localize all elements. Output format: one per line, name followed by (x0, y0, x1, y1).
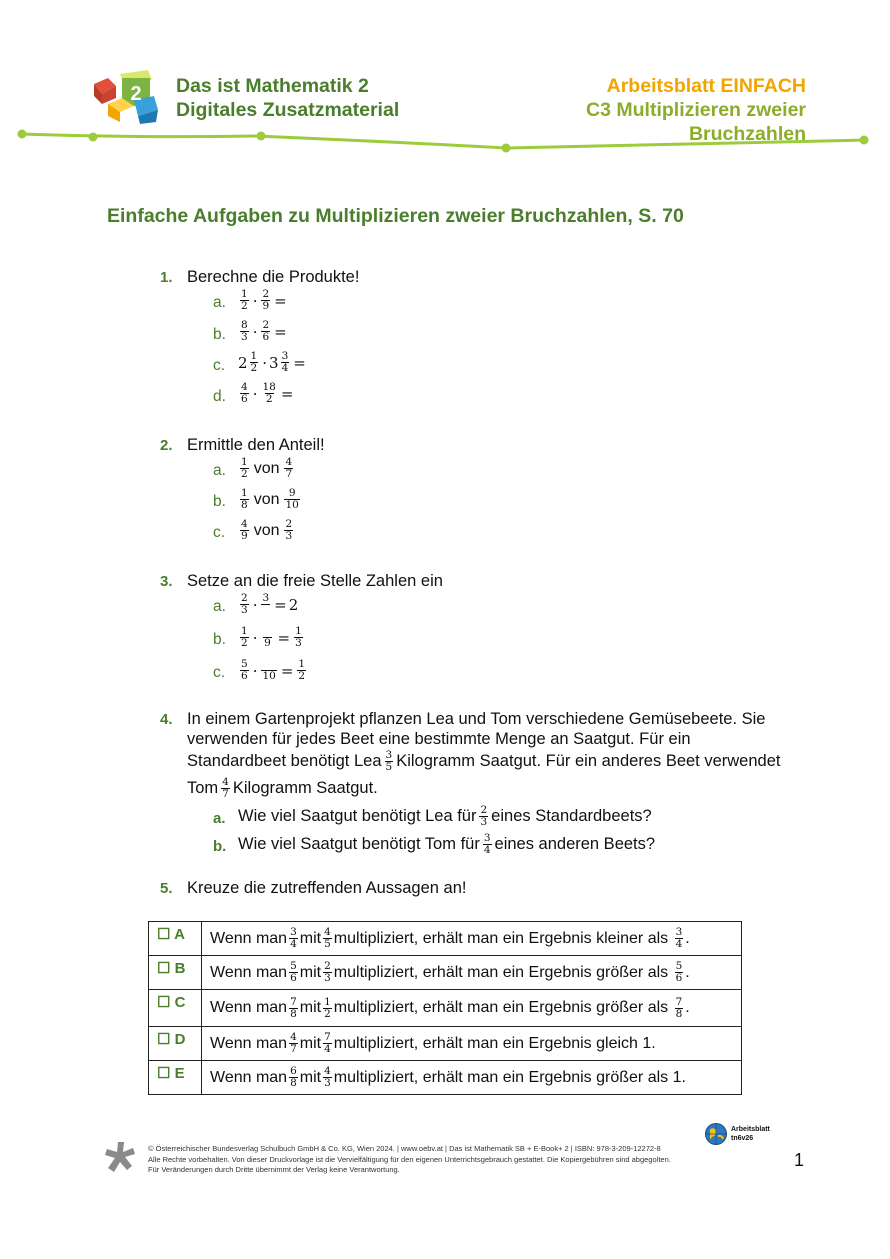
q2-number: 2. (160, 437, 173, 454)
q1-text: Berechne die Produkte! (187, 268, 360, 286)
q1-b-label: b. (213, 326, 226, 343)
q2-a-expr: $\frac{1}{2}$ von $\frac{4}{7}$ (241, 456, 293, 480)
q4-line2: verwenden für jedes Beet eine bestimmte Menge an Saatgut. Für ein (187, 730, 691, 748)
q1-a-expr: $\frac{1}{2}$ · $\frac{2}{9}$ = (241, 288, 287, 312)
statements-table (148, 921, 742, 1095)
table-row: ☐ D Wenn man $\frac{4}{7}$ mit $\frac{7}{4}$ multipliziert, erhält man ein Ergebnis gleich 1. (149, 1027, 742, 1061)
q3-c-label: c. (213, 664, 226, 681)
book-title (176, 74, 399, 122)
table-row: ☐ B Wenn man $\frac{5}{6}$ mit $\frac{2}{3}$ multipliziert, erhält man ein Ergebnis größer als $\frac{5}{6}$ . (149, 956, 742, 990)
footer-line3: Für Veränderungen durch Dritte übernimmt der Verlag keine Verantwortung. (148, 1165, 400, 1174)
checkbox-a[interactable]: ☐ A (149, 922, 202, 956)
table-row: ☐ C Wenn man $\frac{7}{8}$ mit $\frac{1}{2}$ multipliziert, erhält man ein Ergebnis größer als $\frac{7}{8}$ . (149, 990, 742, 1027)
q3-a-expr: $\frac{2}{3}$ · 3 = 2 (241, 592, 299, 616)
sheet-topic-line1: C3 Multiplizieren zweier (586, 99, 806, 121)
q1-b-expr: $\frac{8}{3}$ · $\frac{2}{6}$ = (241, 319, 287, 343)
q1-c-label: c. (213, 357, 226, 374)
q4-line4: Tom $\frac{4}{7}$ Kilogramm Saatgut. (187, 776, 378, 800)
blank-numerator[interactable] (261, 626, 273, 637)
footer-line2: Alle Rechte vorbehalten. Von dieser Druckvorlage ist die Vervielfältigung für den eigenen Unterrichtsgebrauch gestattet. Die Kopiergebühren sind abgegolten. (148, 1154, 671, 1164)
q2-a-label: a. (213, 462, 226, 479)
q4-line1: In einem Gartenprojekt pflanzen Lea und Tom verschiedene Gemüsebeete. Sie (187, 710, 766, 728)
page-title: Einfache Aufgaben zu Multiplizieren zweier Bruchzahlen, S. 70 (107, 205, 684, 227)
sheet-type: Arbeitsblatt EINFACH (606, 75, 806, 97)
page-number: 1 (794, 1150, 805, 1170)
q2-b-label: b. (213, 493, 226, 510)
q4-b-label: b. (213, 838, 227, 855)
q1-a-label: a. (213, 294, 226, 311)
book-title-line1: Das ist Mathematik 2 (176, 75, 369, 97)
badge-code: tn6v26 (731, 1135, 754, 1142)
checkbox-c[interactable]: ☐ C (149, 990, 202, 1027)
q5-number: 5. (160, 880, 173, 897)
q3-c-expr: $\frac{5}{6}$ · 10 = $\frac{1}{2}$ (241, 658, 306, 682)
checkbox-b[interactable]: ☐ B (149, 956, 202, 990)
blank-numerator[interactable] (261, 659, 276, 670)
q4-b-text: Wie viel Saatgut benötigt Tom für $\frac{3}{4}$ eines anderen Beets? (238, 832, 656, 856)
table-row: ☐ E Wenn man $\frac{6}{8}$ mit $\frac{4}{3}$ multipliziert, erhält man ein Ergebnis größer als 1. (149, 1061, 742, 1095)
q2-b-expr: $\frac{1}{8}$ von $\frac{9}{10}$ (241, 487, 299, 511)
q3-b-expr: $\frac{1}{2}$ · 9 = $\frac{1}{3}$ (241, 625, 302, 649)
q2-text: Ermittle den Anteil! (187, 436, 325, 454)
q1-d-expr: $\frac{4}{6}$ · $\frac{18}{2}$ = (241, 381, 294, 405)
q3-text: Setze an die freie Stelle Zahlen ein (187, 572, 443, 590)
q3-a-label: a. (213, 598, 226, 615)
logo-digit: 2 (130, 83, 142, 105)
arbeitsblatt-badge (704, 1122, 770, 1146)
globe-icon (704, 1122, 728, 1146)
header-divider-line (16, 124, 876, 154)
checkbox-e[interactable]: ☐ E (149, 1061, 202, 1095)
q3-number: 3. (160, 573, 173, 590)
book-title-line2: Digitales Zusatzmaterial (176, 99, 400, 121)
book-logo-cubes (90, 70, 162, 126)
blank-denominator[interactable] (261, 604, 270, 616)
publisher-logo-icon (104, 1140, 136, 1174)
q4-a-text: Wie viel Saatgut benötigt Lea für $\frac{2}{3}$ eines Standardbeets? (238, 804, 652, 828)
table-row: ☐ A Wenn man $\frac{3}{4}$ mit $\frac{4}{5}$ multipliziert, erhält man ein Ergebnis kleiner als $\frac{3}{4}$ . (149, 922, 742, 956)
q1-c-expr: 2 $\frac{1}{2}$ · 3 $\frac{3}{4}$ = (238, 350, 306, 374)
q1-d-label: d. (213, 388, 226, 405)
q5-text: Kreuze die zutreffenden Aussagen an! (187, 879, 467, 897)
q4-number: 4. (160, 711, 173, 728)
q2-c-label: c. (213, 524, 226, 541)
q4-a-label: a. (213, 810, 226, 827)
q2-c-expr: $\frac{4}{9}$ von $\frac{2}{3}$ (241, 518, 293, 542)
footer-line1: © Österreichischer Bundesverlag Schulbuch GmbH & Co. KG, Wien 2024. | www.oebv.at | Das ist Mathematik SB + E-Book+ 2 | ISBN: 978-3-209-12272-8 (148, 1144, 661, 1153)
q4-line3: Standardbeet benötigt Lea $\frac{3}{5}$ Kilogramm Saatgut. Für ein anderes Beet verwendet (187, 749, 781, 773)
footer-copyright (148, 1144, 671, 1176)
q1-number: 1. (160, 269, 173, 286)
q3-b-label: b. (213, 631, 226, 648)
checkbox-d[interactable]: ☐ D (149, 1027, 202, 1061)
badge-label: Arbeitsblatt (731, 1126, 770, 1133)
sheet-topic-line2: Bruchzahlen (688, 123, 806, 145)
